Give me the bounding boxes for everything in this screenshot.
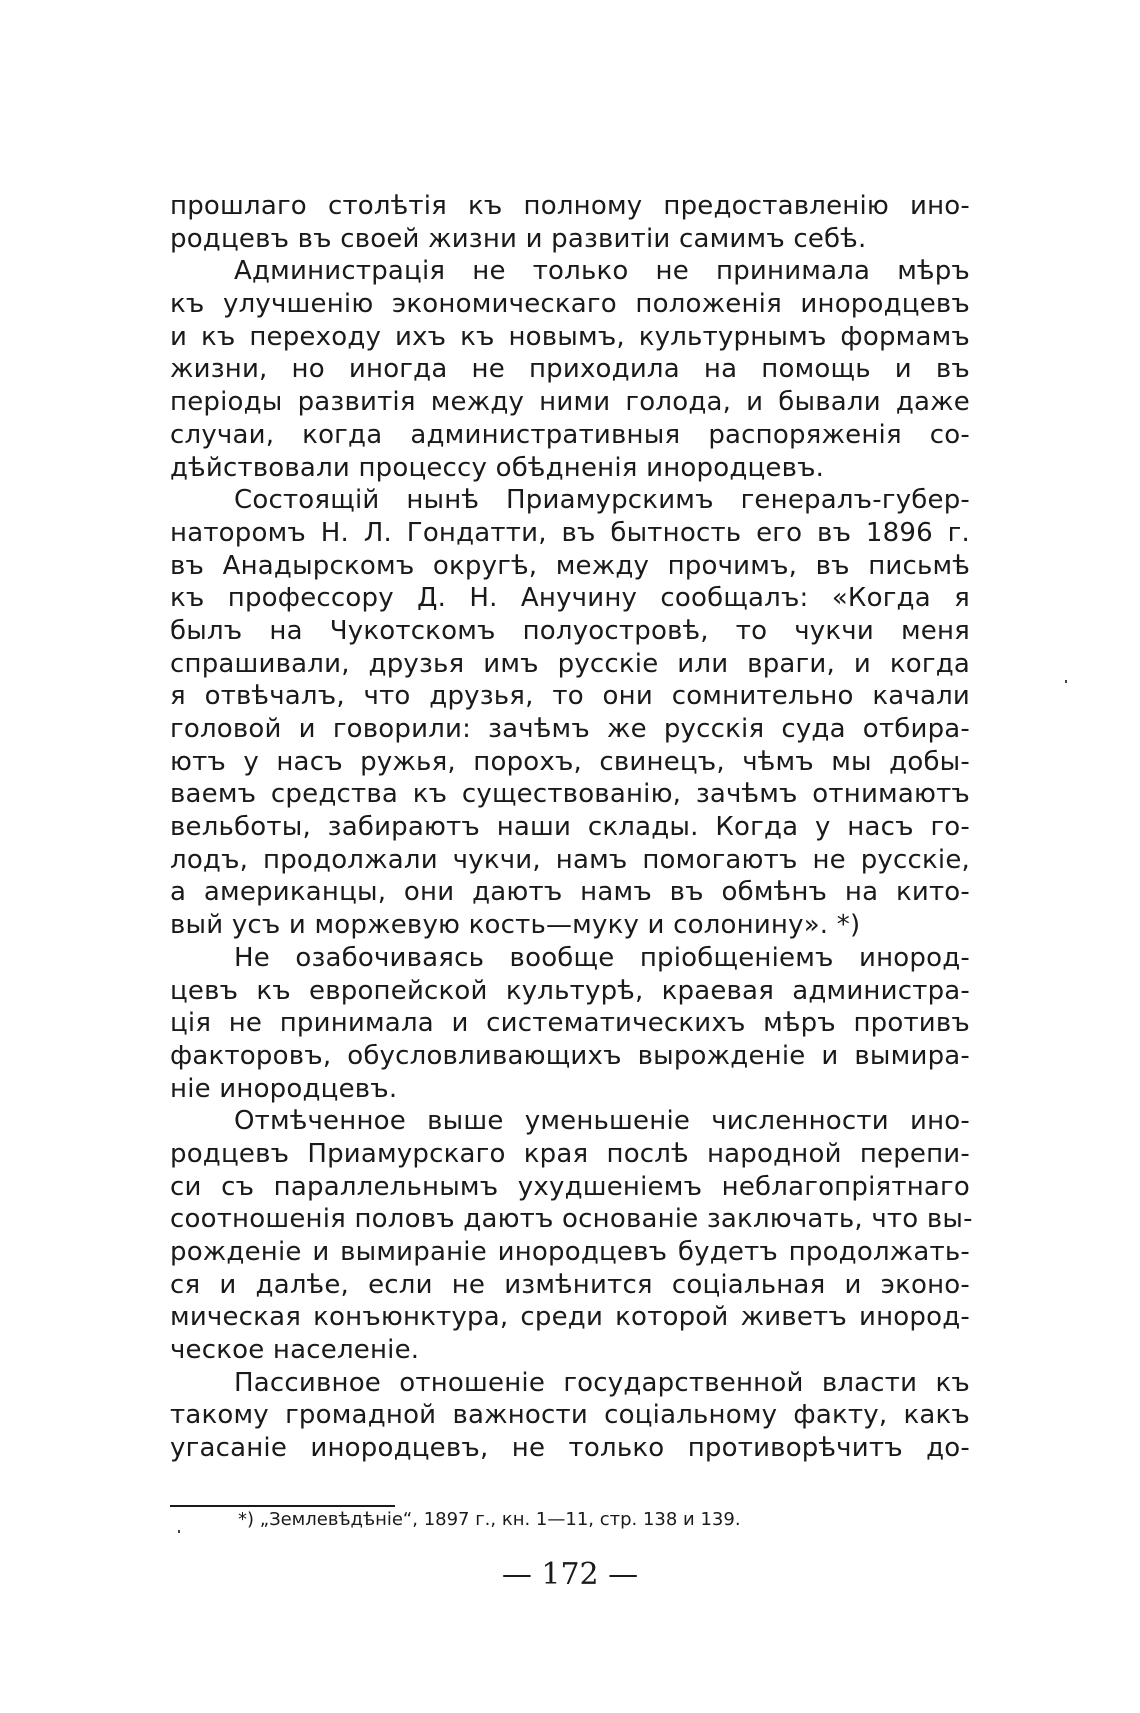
text-line: въ Анадырскомъ округѣ, между прочимъ, въ письмѣ [170, 550, 970, 581]
text-line: си съ параллельнымъ ухудшеніемъ неблагопріятнаго [170, 1171, 970, 1202]
text-line: мическая конъюнктура, среди которой живетъ инород- [170, 1302, 970, 1333]
text-line: Состоящій нынѣ Приамурскимъ генералъ-губер- [234, 485, 970, 516]
text-line: ваемъ средства къ существованію, зачѣмъ отнимаютъ [170, 779, 970, 810]
text-line: я отвѣчалъ, что друзья, то они сомнительно качали [170, 681, 970, 712]
text-line: и къ переходу ихъ къ новымъ, культурнымъ формамъ [170, 321, 970, 352]
text-line: головой и говорили: зачѣмъ же русскія суда отбира- [170, 714, 970, 744]
text-line: ютъ у насъ ружья, порохъ, свинецъ, чѣмъ мы добы- [170, 746, 970, 777]
text-line: вый усъ и моржевую кость—муку и солонину». *) [170, 910, 861, 941]
text-line: угасаніе инородцевъ, не только противорѣчитъ до- [170, 1433, 970, 1464]
scan-speck [1065, 680, 1067, 683]
text-line: къ профессору Д. Н. Анучину сообщалъ: «Когда я [170, 583, 970, 614]
text-line: спрашивали, друзья имъ русскіе или враги, и когда [170, 648, 970, 679]
text-line: Администрація не только не принимала мѣръ [234, 256, 970, 287]
text-line: соотношенія половъ даютъ основаніе заключать, что вы- [170, 1204, 973, 1235]
page-number: — 172 — [501, 1557, 639, 1592]
text-line: наторомъ Н. Л. Гондатти, въ бытность его въ 1896 г. [170, 517, 970, 548]
text-line: лодъ, продолжали чукчи, намъ помогаютъ не русскіе, [170, 844, 970, 875]
text-line: ческое населеніе. [170, 1335, 420, 1366]
text-line: былъ на Чукотскомъ полуостровѣ, то чукчи меня [170, 615, 970, 646]
text-line: ніе инородцевъ. [170, 1073, 398, 1104]
body-text [170, 190, 973, 1465]
text-line: Пассивное отношеніе государственной власти къ [234, 1367, 970, 1398]
text-line: а американцы, они даютъ намъ въ обмѣнъ на кито- [170, 877, 970, 908]
footnote: *) „Землевѣдѣніе“, 1897 г., кн. 1—11, стр. 138 и 139. [238, 1509, 741, 1530]
text-line: такому громадной важности соціальному факту, какъ [170, 1400, 970, 1431]
text-line: дѣйствовали процессу обѣдненія инородцевъ. [170, 452, 825, 483]
text-line: ся и далѣе, если не измѣнится соціальная и эконо- [170, 1269, 970, 1300]
text-line: рожденіе и вымираніе инородцевъ будетъ продолжать- [170, 1237, 970, 1267]
text-line: случаи, когда административныя распоряженія со- [170, 419, 970, 450]
text-line: родцевъ Приамурскаго края послѣ народной перепи- [170, 1138, 970, 1169]
text-line: прошлаго столѣтія къ полному предоставленію ино- [170, 191, 970, 221]
text-line: періоды развитія между ними голода, и бывали даже [170, 387, 970, 418]
text-line: вельботы, забираютъ наши склады. Когда у насъ го- [170, 812, 970, 843]
text-line: къ улучшенію экономическаго положенія инородцевъ [170, 289, 970, 320]
text-line: Не озабочиваясь вообще пріобщеніемъ инород- [234, 942, 970, 973]
text-line: факторовъ, обусловливающихъ вырожденіе и вымира- [170, 1040, 970, 1071]
text-line: жизни, но иногда не приходила на помощь и въ [170, 354, 970, 385]
scan-speck [178, 1530, 180, 1533]
text-line: цевъ къ европейской культурѣ, краевая администра- [170, 975, 970, 1006]
text-line: родцевъ въ своей жизни и развитіи самимъ себѣ. [170, 223, 867, 254]
text-line: ція не принимала и систематическихъ мѣръ противъ [170, 1008, 970, 1039]
text-line: Отмѣченное выше уменьшеніе численности ино- [234, 1106, 970, 1137]
